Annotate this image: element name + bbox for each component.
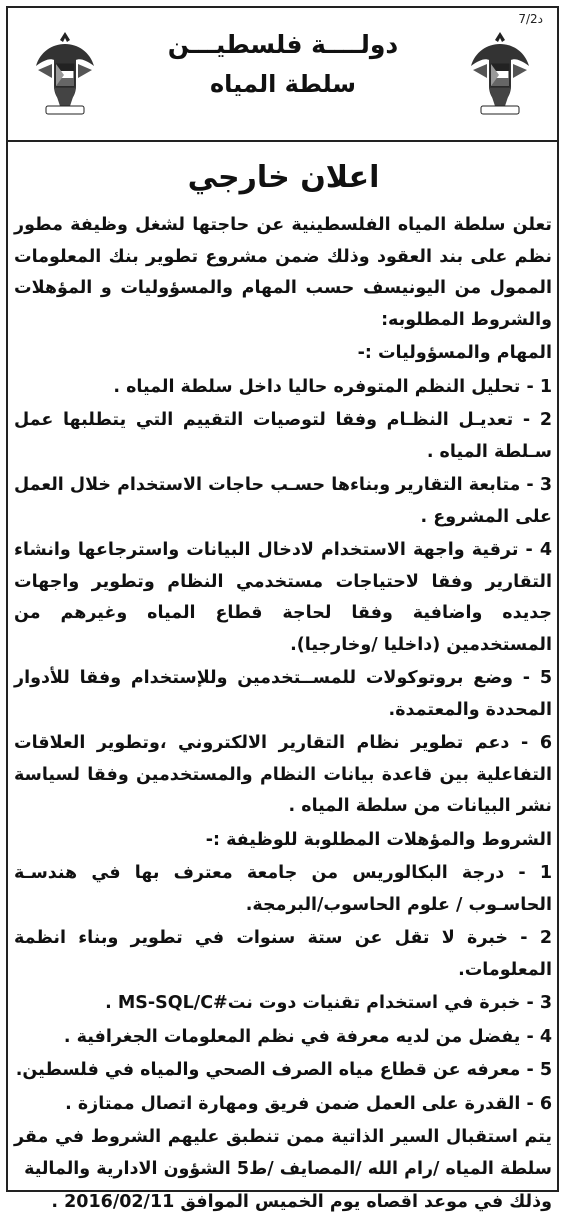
requirements-heading: الشروط والمؤهلات المطلوبة للوظيفة :- (205, 829, 552, 850)
closing-paragraph: يتم استقبال السير الذاتية ممن تنطبق عليهم الشروط في مقر سلطة المياه /رام الله /المصايف /ط5 الشؤون الادارية والمالية (14, 1127, 552, 1179)
requirement-item: 1 - درجة البكالوريس من جامعة معترف بها في هندسـة الحاسـوب / علوم الحاسوب/البرمجة. (14, 863, 552, 915)
notice-body (14, 210, 552, 1221)
duties-heading: المهام والمسؤوليات :- (357, 343, 552, 363)
duty-item: 2 - تعديـل النظـام وفقا لتوصيات التقييم التي يتطلبها عمل سـلطة المياه . (14, 410, 552, 462)
requirement-item: 5 - معرفه عن قطاع مياه الصرف الصحي والمياه في فلسطين. (15, 1060, 552, 1080)
notice-header (8, 8, 557, 142)
duty-item: 6 - دعم تطوير نظام التقارير الالكتروني ،وتطوير العلاقات التفاعلية بين قاعدة بيانات النظام والمستخدمين وفقا لسياسة نشر البيانات من سلطة المياه . (14, 733, 552, 816)
palestine-eagle-emblem-icon (34, 26, 96, 118)
requirement-item: 3 - خبرة في استخدام تقنيات دوت نت#MS-SQL/C . (105, 993, 552, 1013)
palestine-eagle-emblem-icon (469, 26, 531, 118)
duty-item: 1 - تحليل النظم المتوفره حاليا داخل سلطة المياه . (113, 376, 552, 397)
notice-title: اعلان خارجي (187, 160, 380, 195)
duty-item: 3 - متابعة التقارير وبناءها حسـب حاجات الاستخدام خلال العمل على المشروع . (14, 475, 552, 527)
duty-item: 4 - ترقية واجهة الاستخدام لادخال البيانات واسترجاعها وانشاء التقارير وفقا لاحتياجات مستخدمي النظام وتطوير واجهات جديده واضافية وفقا لحاجة قطاع المياه وغيرهم من المستخدمين (داخليا /وخارجيا). (14, 540, 552, 655)
intro-paragraph: تعلن سلطة المياه الفلسطينية عن حاجتها لشغل وظيفة مطور نظم على بند العقود وذلك ضمن مشروع تطوير بنك المعلومات الممول من اليونيسف حسب المهام والمسؤوليات و المؤهلات والشروط المطلوبه: (14, 215, 552, 330)
requirement-item: 4 - يفضل من لديه معرفة في نظم المعلومات الجغرافية . (63, 1026, 552, 1047)
deadline-line: وذلك في موعد اقصاه يوم الخميس الموافق 2016/02/11 . (51, 1192, 552, 1212)
reference-code: 7/2د (518, 12, 543, 26)
requirement-item: 2 - خبرة لا تقل عن ستة سنوات في تطوير وبناء انظمة المعلومات. (14, 928, 552, 980)
state-name: دولــــة فلسطيـــن (167, 30, 399, 59)
requirement-item: 6 - القدرة على العمل ضمن فريق ومهارة اتصال ممتازة . (65, 1093, 552, 1114)
authority-name: سلطة المياه (210, 70, 356, 98)
duty-item: 5 - وضع بروتوكولات للمســتخدمين وللإستخدام وفقا للأدوار المحددة والمعتمدة. (14, 668, 552, 720)
